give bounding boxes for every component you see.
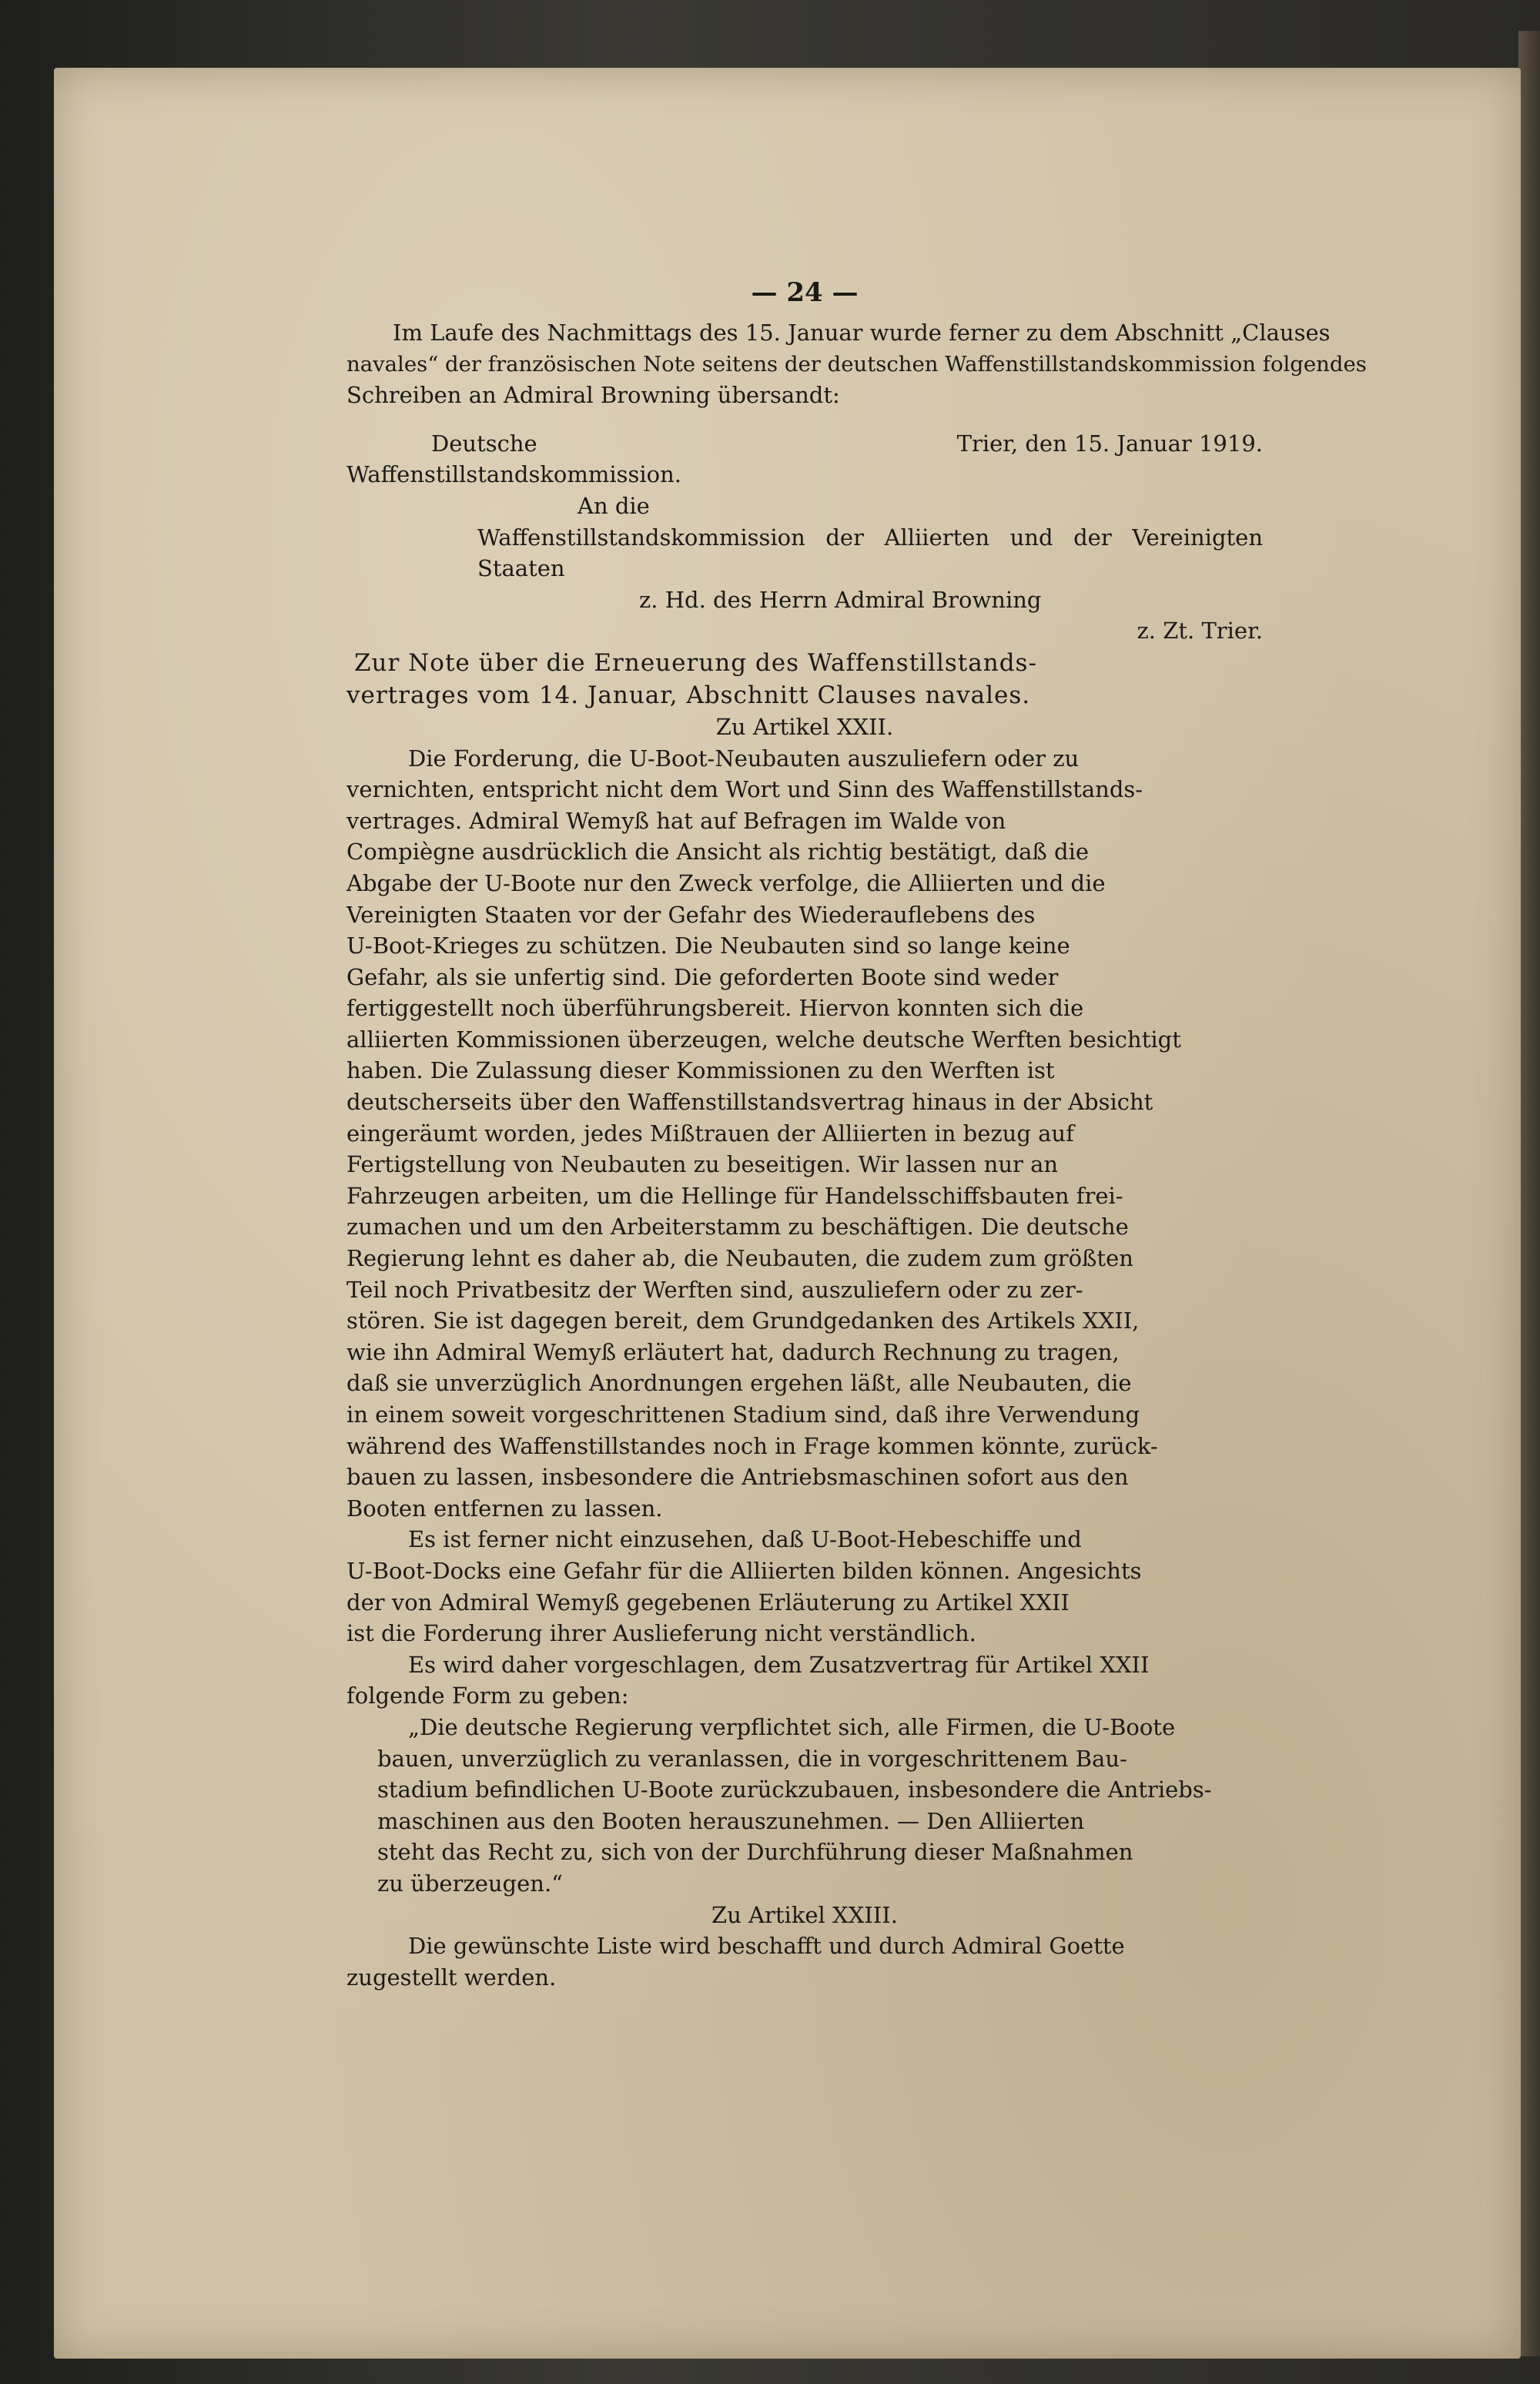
place-date: Trier, den 15. Januar 1919. bbox=[956, 430, 1263, 457]
text-line: deutscherseits über den Waffenstillstandsvertrag hinaus in der Absicht bbox=[346, 1089, 1153, 1116]
paragraph-article-xxii bbox=[346, 743, 1263, 1525]
letter-header bbox=[346, 428, 1263, 491]
text-line: folgende Form zu geben: bbox=[346, 1683, 629, 1709]
recipient-location: z. Zt. Trier. bbox=[1137, 618, 1263, 645]
text-line: Regierung lehnt es daher ab, die Neubauten, die zudem zum größten bbox=[346, 1245, 1133, 1272]
text-line: bauen zu lassen, insbesondere die Antriebsmaschinen sofort aus den bbox=[346, 1464, 1129, 1491]
text-line: zugestellt werden. bbox=[346, 1964, 557, 1991]
to-line: An die bbox=[578, 492, 650, 519]
page-number: — 24 — bbox=[751, 277, 859, 308]
section-heading-xxiii: Zu Artikel XXIII. bbox=[711, 1901, 898, 1928]
text-line: daß sie unverzüglich Anordnungen ergehen läßt, alle Neubauten, die bbox=[346, 1370, 1132, 1397]
quote-line: bauen, unverzüglich zu veranlassen, die in vorgeschrittenem Bau- bbox=[377, 1745, 1127, 1772]
section-heading-xxii: Zu Artikel XXII. bbox=[715, 713, 894, 740]
intro-paragraph bbox=[346, 317, 1367, 411]
text-line: stören. Sie ist dagegen bereit, dem Grundgedanken des Artikels XXII, bbox=[346, 1308, 1140, 1334]
quote-line: zu überzeugen.“ bbox=[377, 1870, 564, 1897]
text-line: ist die Forderung ihrer Auslieferung nicht verständlich. bbox=[346, 1620, 976, 1647]
quote-line: steht das Recht zu, sich von der Durchführung dieser Maßnahmen bbox=[377, 1839, 1133, 1866]
quote-line: maschinen aus den Booten herauszunehmen. — Den Alliierten bbox=[377, 1807, 1085, 1834]
paragraph-article-xxiii bbox=[346, 1930, 1263, 1993]
quote-line: stadium befindlichen U-Boote zurückzubauen, insbesondere die Antriebs- bbox=[377, 1776, 1212, 1803]
text-line: zumachen und um den Arbeiterstamm zu beschäftigen. Die deutsche bbox=[346, 1214, 1129, 1241]
recipient-line: z. Hd. des Herrn Admiral Browning bbox=[639, 586, 1042, 613]
intro-line: Im Laufe des Nachmittags des 15. Januar wurde ferner zu dem Abschnitt „Clauses bbox=[393, 320, 1331, 346]
book-spine bbox=[1518, 31, 1540, 2356]
paragraph-hebeschiffe bbox=[346, 1524, 1263, 1649]
text-line: der von Admiral Wemyß gegebenen Erläuterung zu Artikel XXII bbox=[346, 1589, 1070, 1616]
text-line: Die Forderung, die U-Boot-Neubauten auszuliefern oder zu bbox=[408, 745, 1080, 772]
text-line: Abgabe der U-Boote nur den Zweck verfolge, die Alliierten und die bbox=[346, 869, 1106, 896]
text-line: Die gewünschte Liste wird beschafft und durch Admiral Goette bbox=[408, 1933, 1125, 1960]
text-line: Es ist ferner nicht einzusehen, daß U-Boot-Hebeschiffe und bbox=[408, 1526, 1082, 1553]
text-line: vertrages. Admiral Wemyß hat auf Befragen im Walde von bbox=[346, 807, 1006, 834]
text-line: Teil noch Privatbesitz der Werften sind, auszuliefern oder zu zer- bbox=[346, 1276, 1083, 1303]
text-line: fertiggestellt noch überführungsbereit. Hiervon konnten sich die bbox=[346, 995, 1084, 1022]
text-line: Compiègne ausdrücklich die Ansicht als richtig bestätigt, daß die bbox=[346, 839, 1090, 866]
text-line: Fertigstellung von Neubauten zu beseitigen. Wir lassen nur an bbox=[346, 1151, 1059, 1178]
text-line: Booten entfernen zu lassen. bbox=[346, 1495, 663, 1522]
recipient-line: Waffenstillstandskommission der Alliierten und der Vereinigten Staaten bbox=[477, 524, 1263, 582]
sender-line: Waffenstillstandskommission. bbox=[346, 461, 682, 488]
intro-line: Schreiben an Admiral Browning übersandt: bbox=[346, 382, 840, 409]
page-content bbox=[346, 277, 1367, 1993]
paragraph-proposal bbox=[346, 1649, 1263, 1712]
quoted-proposal bbox=[377, 1712, 1263, 1900]
text-line: haben. Die Zulassung dieser Kommissionen zu den Werften ist bbox=[346, 1057, 1055, 1084]
text-line: Gefahr, als sie unfertig sind. Die geforderten Boote sind weder bbox=[346, 963, 1059, 990]
quote-line: „Die deutsche Regierung verpflichtet sich, alle Firmen, die U-Boote bbox=[408, 1713, 1176, 1740]
text-line: alliierten Kommissionen überzeugen, welche deutsche Werften besichtigt bbox=[346, 1026, 1181, 1053]
subject-block bbox=[346, 647, 1263, 712]
text-line: Es wird daher vorgeschlagen, dem Zusatzvertrag für Artikel XXII bbox=[408, 1651, 1150, 1678]
text-line: Vereinigten Staaten vor der Gefahr des Wiederauflebens des bbox=[346, 901, 1036, 928]
text-line: wie ihn Admiral Wemyß erläutert hat, dadurch Rechnung zu tragen, bbox=[346, 1338, 1120, 1365]
text-line: während des Waffenstillstandes noch in Frage kommen könnte, zurück- bbox=[346, 1432, 1158, 1459]
sender-line: Deutsche bbox=[431, 430, 537, 457]
intro-line: navales“ der französischen Note seitens der deutschen Waffenstillstandskommission folgendes bbox=[346, 351, 1367, 377]
text-line: U-Boot-Docks eine Gefahr für die Alliierten bilden können. Angesichts bbox=[346, 1557, 1142, 1584]
recipient-block bbox=[477, 491, 1263, 647]
text-line: eingeräumt worden, jedes Mißtrauen der Alliierten in bezug auf bbox=[346, 1120, 1074, 1147]
text-line: in einem soweit vorgeschrittenen Stadium sind, daß ihre Verwendung bbox=[346, 1401, 1140, 1428]
text-line: Fahrzeugen arbeiten, um die Hellinge für Handelsschiffsbauten frei- bbox=[346, 1182, 1123, 1209]
subject-line: vertrages vom 14. Januar, Abschnitt Clauses navales. bbox=[346, 681, 1031, 709]
sender-block bbox=[346, 428, 681, 491]
text-line: vernichten, entspricht nicht dem Wort und Sinn des Waffenstillstands- bbox=[346, 776, 1143, 803]
text-line: U-Boot-Krieges zu schützen. Die Neubauten sind so lange keine bbox=[346, 933, 1070, 959]
subject-line: Zur Note über die Erneuerung des Waffenstillstands- bbox=[354, 648, 1037, 677]
